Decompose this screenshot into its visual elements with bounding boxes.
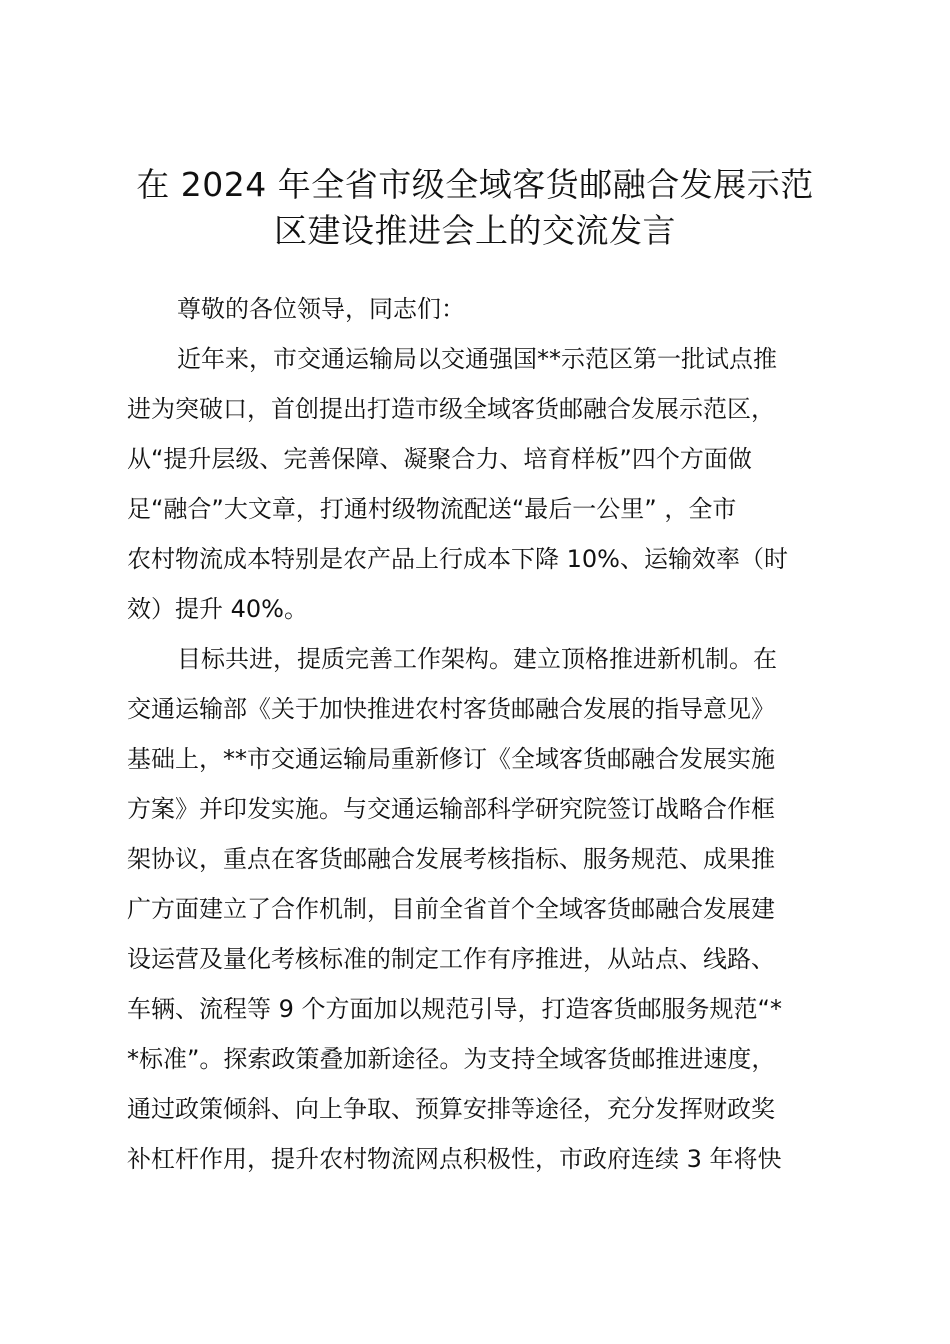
paragraph-line: 效）提升 40%。 <box>127 595 308 623</box>
paragraph-line: 进为突破口，首创提出打造市级全域客货邮融合发展示范区， <box>127 395 775 423</box>
paragraph-line: 补杠杆作用，提升农村物流网点积极性，市政府连续 3 年将快 <box>127 1145 782 1173</box>
paragraph-line: 足“融合”大文章，打通村级物流配送“最后一公里” ，全市 <box>127 495 737 523</box>
paragraph-line: 目标共进，提质完善工作架构。建立顶格推进新机制。在 <box>177 645 777 673</box>
paragraph-line: 设运营及量化考核标准的制定工作有序推进，从站点、线路、 <box>127 945 775 973</box>
paragraph-line: 广方面建立了合作机制，目前全省首个全域客货邮融合发展建 <box>127 895 775 923</box>
salutation: 尊敬的各位领导，同志们： <box>177 295 465 323</box>
paragraph-line: 方案》并印发实施。与交通运输部科学研究院签订战略合作框 <box>127 795 775 823</box>
paragraph-2 <box>127 634 833 1184</box>
document-title <box>120 162 830 254</box>
paragraph-line: 近年来，市交通运输局以交通强国**示范区第一批试点推 <box>177 345 777 373</box>
paragraph-line: 通过政策倾斜、向上争取、预算安排等途径，充分发挥财政奖 <box>127 1095 775 1123</box>
document-body <box>127 284 833 1184</box>
paragraph-line: 交通运输部《关于加快推进农村客货邮融合发展的指导意见》 <box>127 695 775 723</box>
paragraph-line: 农村物流成本特别是农产品上行成本下降 10%、运输效率（时 <box>127 545 788 573</box>
paragraph-1 <box>127 334 833 634</box>
paragraph-line: *标准”。探索政策叠加新途径。为支持全域客货邮推进速度， <box>127 1045 776 1073</box>
paragraph-line: 从“提升层级、完善保障、凝聚合力、培育样板”四个方面做 <box>127 445 752 473</box>
paragraph-line: 架协议，重点在客货邮融合发展考核指标、服务规范、成果推 <box>127 845 775 873</box>
title-line-2: 区建设推进会上的交流发言 <box>274 211 676 250</box>
paragraph-line: 基础上，**市交通运输局重新修订《全域客货邮融合发展实施 <box>127 745 775 773</box>
title-line-1: 在 2024 年全省市级全域客货邮融合发展示范 <box>136 165 814 204</box>
paragraph-line: 车辆、流程等 9 个方面加以规范引导，打造客货邮服务规范“* <box>127 995 782 1023</box>
